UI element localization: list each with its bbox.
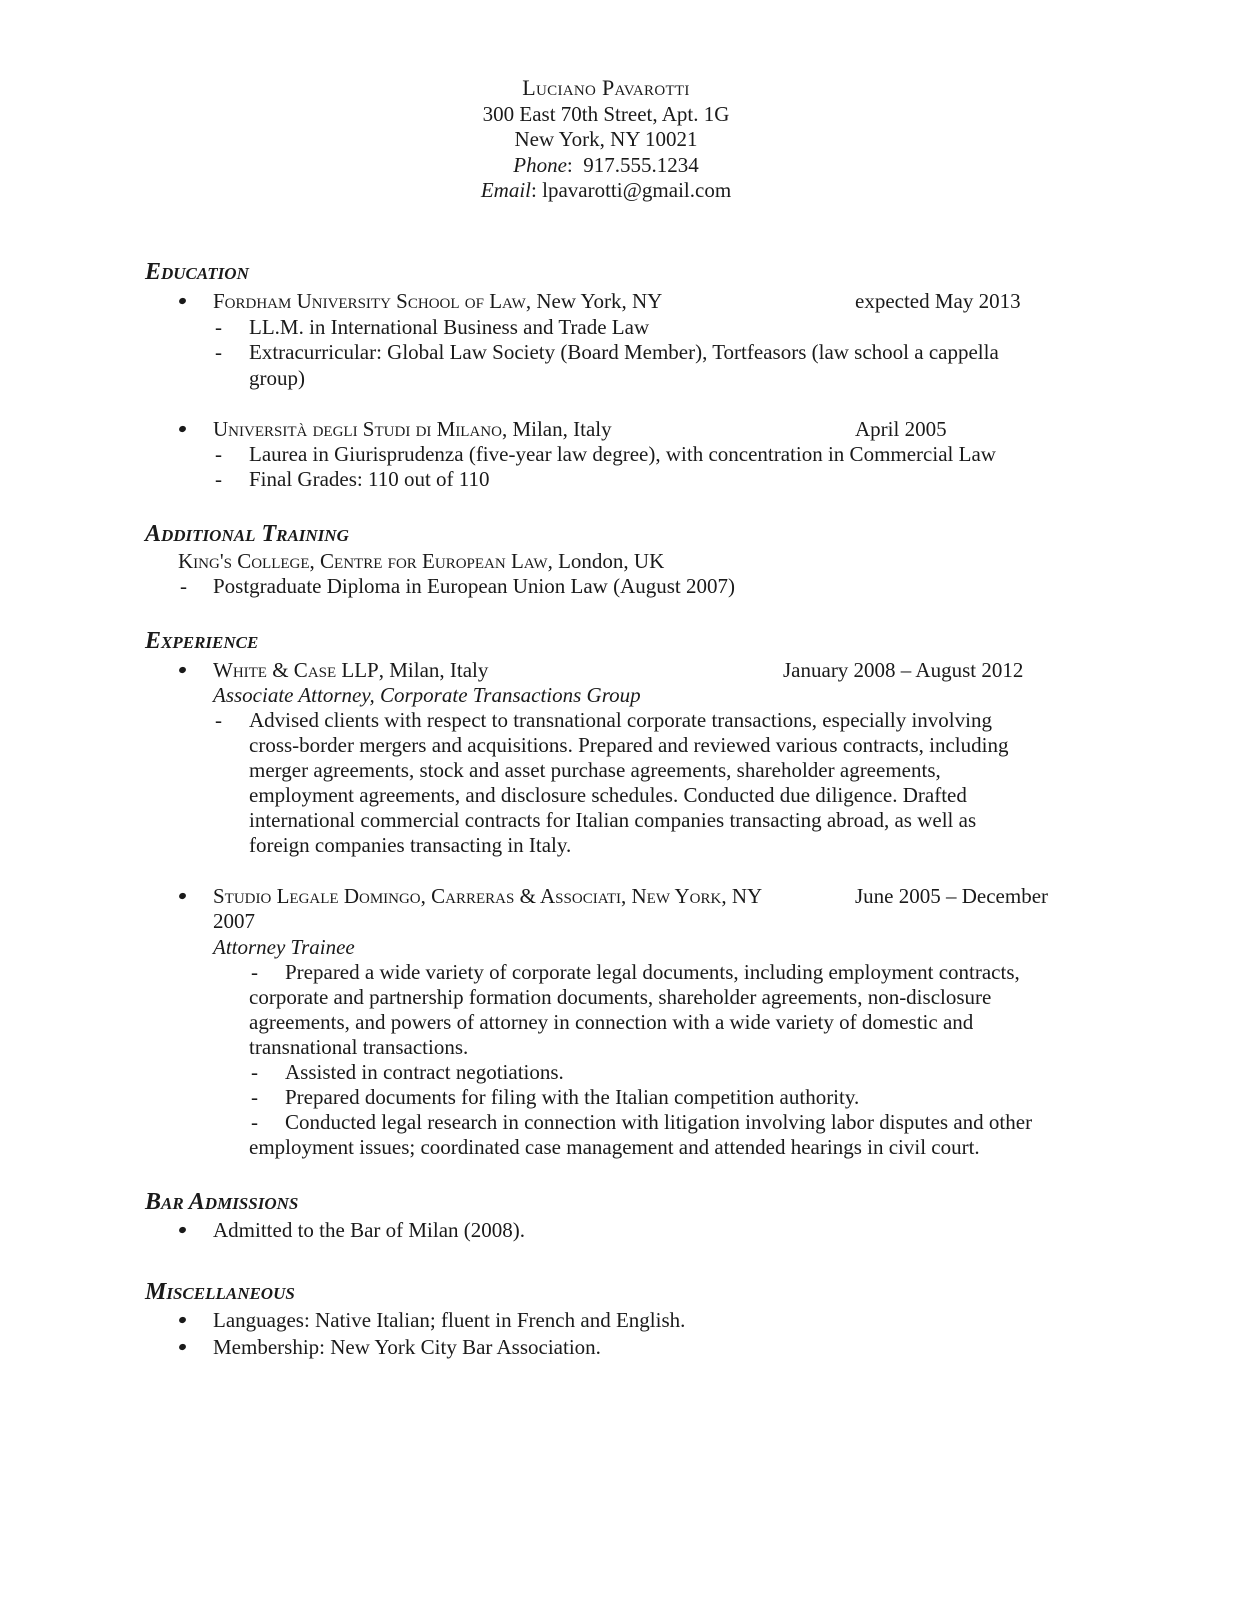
studio-firm: Studio Legale Domingo, Carreras & Associati, New York, NY bbox=[213, 884, 763, 908]
dash-icon: - bbox=[215, 340, 222, 364]
studio-line: corporate and partnership formation documents, shareholder agreements, non-disclosure bbox=[249, 985, 992, 1009]
studio-line: Prepared documents for filing with the Italian competition authority. bbox=[285, 1085, 860, 1109]
fordham-item-1: LL.M. in International Business and Trade Law bbox=[249, 315, 650, 339]
dash-icon: - bbox=[180, 574, 187, 598]
fordham-location: , New York, NY bbox=[525, 289, 663, 313]
white-case-heading bbox=[213, 658, 488, 683]
section-training-title: Additional Training bbox=[145, 521, 349, 547]
section-experience-title: Experience bbox=[145, 628, 259, 654]
white-case-role: Associate Attorney, Corporate Transactions Group bbox=[213, 683, 641, 707]
dash-icon: - bbox=[215, 442, 222, 466]
fordham-school: Fordham University School of Law bbox=[213, 289, 526, 313]
studio-line: agreements, and powers of attorney in connection with a wide variety of domestic and bbox=[249, 1010, 974, 1034]
resume-name: Luciano Pavarotti bbox=[522, 75, 690, 100]
address-line-1: 300 East 70th Street, Apt. 1G bbox=[482, 102, 730, 126]
white-case-line: Advised clients with respect to transnational corporate transactions, especially involving bbox=[249, 708, 992, 732]
address-line-2: New York, NY 10021 bbox=[514, 127, 698, 151]
milano-date: April 2005 bbox=[855, 417, 947, 441]
studio-role: Attorney Trainee bbox=[213, 935, 355, 959]
phone-line: Phone: 917.555.1234 bbox=[513, 153, 699, 177]
bullet-icon bbox=[178, 1343, 187, 1351]
fordham-item-2: Extracurricular: Global Law Society (Board Member), Tortfeasors (law school a cappella bbox=[249, 340, 999, 364]
bar-item-1: Admitted to the Bar of Milan (2008). bbox=[213, 1218, 526, 1242]
training-heading bbox=[178, 549, 664, 574]
milano-item-2: Final Grades: 110 out of 110 bbox=[249, 467, 490, 491]
studio-line: Assisted in contract negotiations. bbox=[285, 1060, 564, 1084]
white-case-line: cross-border mergers and acquisitions. Prepared and reviewed various contracts, including bbox=[249, 733, 1009, 757]
training-school: King's College, Centre for European Law bbox=[178, 549, 548, 573]
white-case-date: January 2008 – August 2012 bbox=[783, 658, 1024, 682]
bullet-icon bbox=[178, 666, 187, 674]
section-bar-title: Bar Admissions bbox=[145, 1189, 299, 1215]
training-item-1: Postgraduate Diploma in European Union Law (August 2007) bbox=[213, 574, 735, 598]
bullet-icon bbox=[178, 297, 187, 305]
training-location: , London, UK bbox=[547, 549, 665, 573]
white-case-line: merger agreements, stock and asset purchase agreements, shareholder agreements, bbox=[249, 758, 941, 782]
fordham-date: expected May 2013 bbox=[855, 289, 1021, 313]
studio-line: transnational transactions. bbox=[249, 1035, 469, 1059]
dash-icon: - bbox=[251, 1060, 258, 1084]
bullet-icon bbox=[178, 1316, 187, 1324]
section-misc-title: Miscellaneous bbox=[145, 1279, 295, 1305]
milano-item-1: Laurea in Giurisprudenza (five-year law degree), with concentration in Commercial Law bbox=[249, 442, 996, 466]
white-case-line: international commercial contracts for Italian companies transacting abroad, as well as bbox=[249, 808, 977, 832]
education-fordham-heading bbox=[213, 289, 662, 314]
bullet-icon bbox=[178, 1226, 187, 1234]
studio-line: Conducted legal research in connection with litigation involving labor disputes and other bbox=[285, 1110, 1033, 1134]
bullet-icon bbox=[178, 425, 187, 433]
section-education-title: Education bbox=[145, 259, 249, 285]
dash-icon: - bbox=[251, 960, 258, 984]
white-case-location: , Milan, Italy bbox=[378, 658, 489, 682]
dash-icon: - bbox=[251, 1110, 258, 1134]
white-case-line: employment agreements, and disclosure schedules. Conducted due diligence. Drafted bbox=[249, 783, 967, 807]
email-address: lpavarotti@gmail.com bbox=[542, 178, 732, 202]
phone-label: Phone bbox=[513, 153, 567, 177]
misc-item-1: Languages: Native Italian; fluent in French and English. bbox=[213, 1308, 686, 1332]
milano-school: Università degli Studi di Milano bbox=[213, 417, 502, 441]
education-milano-heading bbox=[213, 417, 612, 442]
studio-date: June 2005 – December bbox=[855, 884, 1049, 908]
white-case-line: foreign companies transacting in Italy. bbox=[249, 833, 572, 857]
dash-icon: - bbox=[215, 467, 222, 491]
email-line: Email: lpavarotti@gmail.com bbox=[480, 178, 732, 202]
email-label: Email bbox=[480, 178, 532, 202]
phone-number: 917.555.1234 bbox=[583, 153, 699, 177]
studio-line: Prepared a wide variety of corporate legal documents, including employment contracts, bbox=[285, 960, 1020, 984]
dash-icon: - bbox=[215, 315, 222, 339]
dash-icon: - bbox=[251, 1085, 258, 1109]
dash-icon: - bbox=[215, 708, 222, 732]
milano-location: , Milan, Italy bbox=[501, 417, 612, 441]
bullet-icon bbox=[178, 892, 187, 900]
misc-item-2: Membership: New York City Bar Association. bbox=[213, 1335, 601, 1359]
fordham-item-2-cont: group) bbox=[249, 366, 305, 390]
studio-line: employment issues; coordinated case management and attended hearings in civil court. bbox=[249, 1135, 980, 1159]
white-case-firm: White & Case LLP bbox=[213, 658, 379, 682]
studio-date-cont: 2007 bbox=[213, 909, 255, 933]
